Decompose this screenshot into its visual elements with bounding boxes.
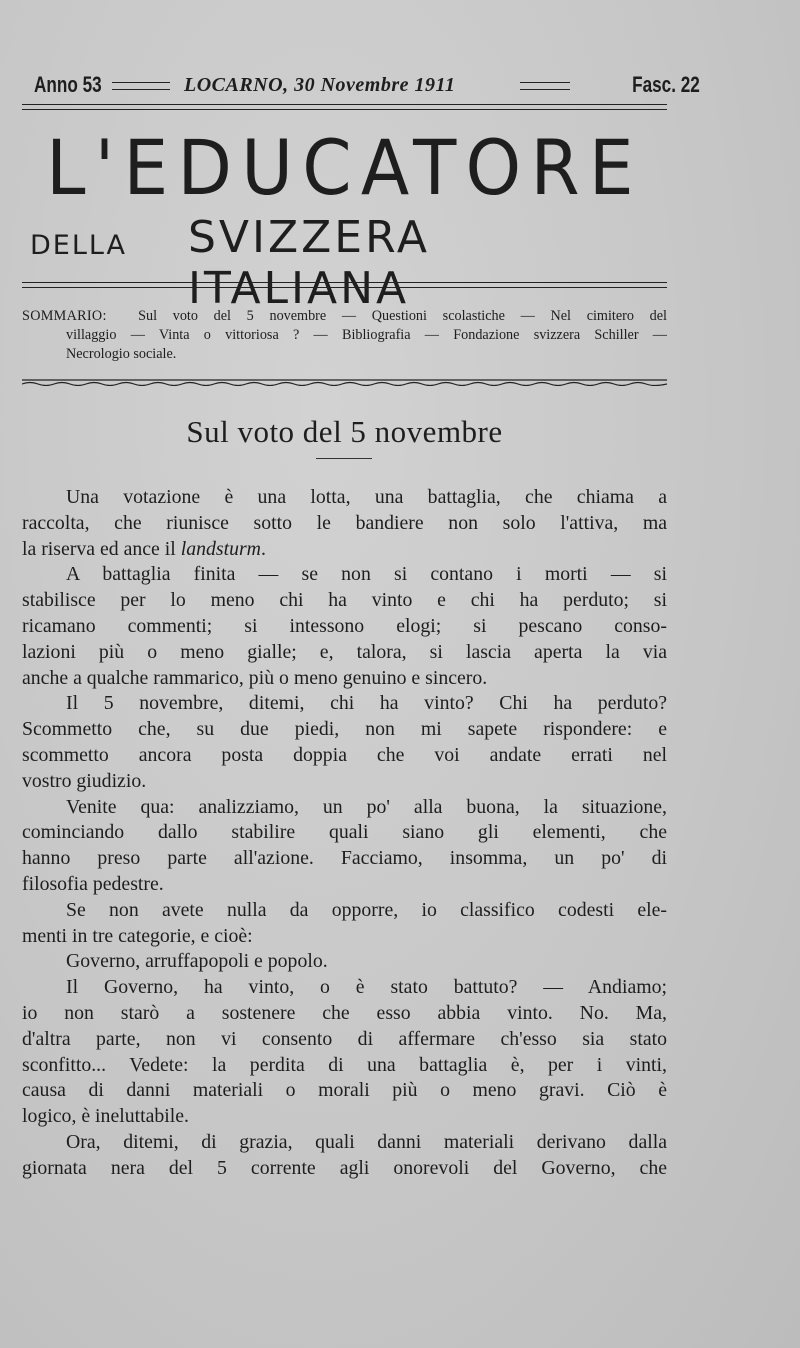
article-line-text: Governo, arruffapopoli e popolo. (66, 950, 328, 973)
toc-line: Sul voto del 5 novembre — Questioni scolastiche — Nel cimitero del (138, 308, 667, 324)
article-line (22, 1078, 667, 1104)
toc-line: Necrologio sociale. (66, 346, 177, 362)
masthead-subtitle-main: SVIZZERA ITALIANA (188, 212, 430, 314)
article-title-rule (316, 458, 372, 459)
toc-label: SOMMARIO: (22, 308, 107, 324)
article-body (22, 485, 667, 1182)
article-line-text: Una votazione è una lotta, una battaglia, che chiama a (66, 486, 667, 508)
article-line-text: Se non avete nulla da opporre, io classifico codesti ele- (66, 898, 667, 921)
article-line-text: Ora, ditemi, di grazia, quali danni materiali derivano dalla (66, 1130, 667, 1153)
article-line-text: la riserva ed ance il (22, 537, 181, 560)
article-line (22, 769, 667, 795)
article-line-text: cominciando dallo stabilire quali siano gli elementi, che (22, 821, 667, 844)
article-line-text: ricamano commenti; si intessono elogi; si pescano conso- (22, 614, 667, 637)
article-line-text: Il 5 novembre, ditemi, chi ha vinto? Chi ha perduto? (66, 692, 667, 715)
article-line-text: Il Governo, ha vinto, o è stato battuto? — Andiamo; (66, 976, 667, 999)
article-line-text: A battaglia finita — se non si contano i morti — si (66, 563, 667, 586)
article-line (22, 1027, 667, 1053)
masthead-bottom-rule (22, 282, 667, 288)
article-line (22, 1001, 667, 1027)
article-line (22, 820, 667, 846)
article-line-text: sconfitto... Vedete: la perdita di una battaglia è, per i vinti, (22, 1053, 667, 1076)
article-line (22, 1130, 667, 1156)
article-line (22, 537, 667, 563)
article-line (22, 1156, 667, 1182)
article-line (22, 511, 667, 537)
issue-place-date: LOCARNO, 30 Novembre 1911 (184, 74, 456, 96)
article-line-text: stabilisce per lo meno chi ha vinto e chi ha perduto; si (22, 589, 667, 612)
article-line-text: menti in tre categorie, e cioè: (22, 924, 253, 947)
article-line (22, 846, 667, 872)
toc-line: villaggio — Vinta o vittoriosa ? — Bibliografia — Fondazione svizzera Schiller — (66, 327, 667, 343)
article-line (22, 898, 667, 924)
article-line-text: lazioni più o meno gialle; e, talora, si lascia aperta la via (22, 640, 667, 663)
article-line (22, 717, 667, 743)
article-line (22, 924, 667, 950)
article-line-text: filosofia pedestre. (22, 872, 164, 895)
article-line-text: scommetto ancora posta doppia che voi andate errati nel (22, 743, 667, 766)
article-line-text: Venite qua: analizziamo, un po' alla buona, la situazione, (66, 795, 667, 818)
ornamental-rule (22, 378, 667, 386)
article-line-text: logico, è ineluttabile. (22, 1105, 189, 1128)
article-line (22, 485, 667, 511)
issue-year: Anno 53 (34, 72, 102, 97)
article-line-text: anche a qualche rammarico, più o meno genuino e sincero. (22, 666, 488, 689)
header-rule-right (520, 82, 570, 90)
article-line (22, 975, 667, 1001)
masthead-subtitle (22, 212, 667, 314)
article-title: Sul voto del 5 novembre (186, 414, 503, 449)
masthead-top-rule (22, 104, 667, 110)
article-line-text: raccolta, che riunisce sotto le bandiere non solo l'attiva, ma (22, 511, 667, 534)
article-line (22, 562, 667, 588)
article-line-text: io non starò a sostenere che esso abbia vinto. No. Ma, (22, 1001, 667, 1024)
article-line (22, 614, 667, 640)
article-line (22, 872, 667, 898)
masthead-subtitle-della: DELLA (30, 230, 128, 261)
table-of-contents (22, 307, 667, 364)
article-line (22, 743, 667, 769)
article-line-text: d'altra parte, non vi consento di affermare ch'esso sia stato (22, 1027, 667, 1050)
article-line (22, 691, 667, 717)
article-line-text: Scommetto che, su due piedi, non mi sapete rispondere: e (22, 718, 667, 741)
article-line (22, 666, 667, 692)
article-line-text: hanno preso parte all'azione. Facciamo, insomma, un po' di (22, 847, 667, 870)
header-rule-left (112, 82, 170, 90)
article-line (22, 1104, 667, 1130)
article-line (22, 949, 667, 975)
article-line (22, 640, 667, 666)
issue-number: Fasc. 22 (632, 72, 700, 97)
article-line (22, 588, 667, 614)
masthead-title: L'EDUCATORE (46, 123, 643, 212)
article-line-text: vostro giudizio. (22, 769, 147, 792)
article-line-italic: landsturm (180, 537, 261, 560)
article-line (22, 795, 667, 821)
issue-header (34, 72, 700, 102)
article-line-punct: . (260, 537, 266, 560)
article-line (22, 1053, 667, 1079)
article-line-text: causa di danni materiali o morali più o meno gravi. Ciò è (22, 1079, 667, 1102)
article-line-text: giornata nera del 5 corrente agli onorevoli del Governo, che (22, 1156, 667, 1179)
